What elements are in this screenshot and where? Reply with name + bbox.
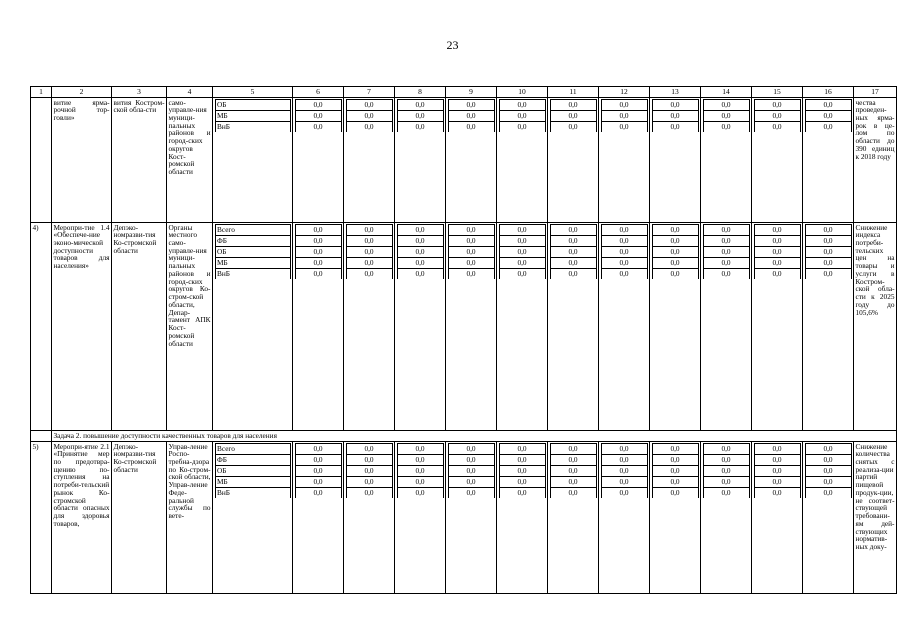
column-header: 16 [803,87,854,98]
funding-value: 0,0 [346,110,392,121]
funding-source: МБ [215,257,290,268]
funding-value: 0,0 [448,476,494,487]
funding-value: 0,0 [346,443,392,454]
funding-value: 0,0 [499,99,545,110]
funding-value: 0,0 [295,465,341,476]
value-column [395,442,446,594]
value-column [701,223,752,431]
funding-sources [213,98,293,223]
funding-value: 0,0 [295,268,341,279]
column-header: 8 [395,87,446,98]
value-column [395,98,446,223]
funding-value: 0,0 [601,246,647,257]
value-column [293,442,344,594]
funding-source: ОБ [215,99,290,110]
funding-value: 0,0 [397,110,443,121]
table-row [31,442,897,594]
value-column [803,98,854,223]
expected-result: Снижение количества снятых с реализа-ции партий пищевой продук-ции, не соответ-ствующей требовани-ям дей-ствующих норматив-ных доку- [854,442,897,594]
funding-value: 0,0 [703,268,749,279]
funding-value: 0,0 [703,257,749,268]
funding-source: ВнБ [215,121,290,132]
row-number: 4) [31,223,52,431]
funding-value: 0,0 [754,465,800,476]
column-header: 17 [854,87,897,98]
funding-value: 0,0 [754,224,800,235]
funding-value: 0,0 [754,121,800,132]
value-column [497,98,548,223]
value-column [293,223,344,431]
funding-source: ФБ [215,454,290,465]
column-header: 14 [701,87,752,98]
funding-value: 0,0 [448,110,494,121]
funding-value: 0,0 [703,443,749,454]
funding-value: 0,0 [601,224,647,235]
row-number: 5) [31,442,52,594]
funding-value: 0,0 [805,224,851,235]
funding-value: 0,0 [397,454,443,465]
funding-value: 0,0 [754,246,800,257]
funding-value: 0,0 [448,224,494,235]
funding-value: 0,0 [448,121,494,132]
value-column [701,98,752,223]
value-column [803,442,854,594]
funding-value: 0,0 [295,454,341,465]
value-column [548,98,599,223]
funding-value: 0,0 [601,443,647,454]
column-header: 12 [599,87,650,98]
funding-value: 0,0 [754,476,800,487]
funding-value: 0,0 [499,443,545,454]
funding-value: 0,0 [652,121,698,132]
funding-value: 0,0 [550,257,596,268]
funding-value: 0,0 [550,110,596,121]
value-column [548,223,599,431]
funding-value: 0,0 [805,110,851,121]
funding-value: 0,0 [601,487,647,498]
funding-value: 0,0 [754,235,800,246]
funding-value: 0,0 [601,99,647,110]
value-column [293,98,344,223]
event-name: Меропри-тие 1.4 «Обеспече-ние эконо-мической доступности товаров для населения» [52,223,112,431]
value-column [395,223,446,431]
value-column [650,223,701,431]
funding-value: 0,0 [448,465,494,476]
funding-value: 0,0 [805,443,851,454]
funding-value: 0,0 [448,235,494,246]
funding-value: 0,0 [703,246,749,257]
funding-value: 0,0 [499,224,545,235]
funding-value: 0,0 [346,121,392,132]
funding-value: 0,0 [652,443,698,454]
funding-value: 0,0 [601,268,647,279]
column-header: 4 [167,87,213,98]
column-header: 5 [213,87,293,98]
funding-value: 0,0 [550,454,596,465]
funding-value: 0,0 [397,465,443,476]
funding-value: 0,0 [652,454,698,465]
funding-value: 0,0 [805,268,851,279]
funding-value: 0,0 [448,268,494,279]
column-header: 9 [446,87,497,98]
funding-value: 0,0 [703,121,749,132]
value-column [497,442,548,594]
funding-value: 0,0 [550,121,596,132]
value-column [497,223,548,431]
funding-value: 0,0 [652,235,698,246]
funding-value: 0,0 [397,224,443,235]
funding-value: 0,0 [397,257,443,268]
value-column [344,223,395,431]
funding-value: 0,0 [346,246,392,257]
funding-value: 0,0 [805,246,851,257]
value-column [752,98,803,223]
funding-value: 0,0 [652,268,698,279]
funding-source: ОБ [215,246,290,257]
funding-value: 0,0 [601,235,647,246]
column-header: 2 [52,87,112,98]
funding-value: 0,0 [499,465,545,476]
value-column [752,442,803,594]
funding-value: 0,0 [499,110,545,121]
funding-value: 0,0 [346,476,392,487]
funding-value: 0,0 [448,246,494,257]
funding-value: 0,0 [346,268,392,279]
funding-value: 0,0 [601,110,647,121]
column-header: 6 [293,87,344,98]
funding-value: 0,0 [397,121,443,132]
funding-value: 0,0 [754,257,800,268]
funding-value: 0,0 [397,99,443,110]
task-row [31,431,897,442]
funding-value: 0,0 [499,257,545,268]
funding-value: 0,0 [448,443,494,454]
plan-table [30,86,897,594]
funding-value: 0,0 [703,487,749,498]
funding-source: ОБ [215,465,290,476]
funding-source: Всего [215,224,290,235]
funding-value: 0,0 [703,99,749,110]
funding-value: 0,0 [550,487,596,498]
funding-value: 0,0 [295,246,341,257]
funding-sources [213,223,293,431]
value-column [701,442,752,594]
funding-value: 0,0 [397,235,443,246]
funding-value: 0,0 [295,476,341,487]
value-column [599,223,650,431]
co-executors: Управ-ление Роспо-требна-дзора по Ко-стром-ской области, Управ-ление Феде-ральной службы по вете- [167,442,213,594]
funding-value: 0,0 [754,443,800,454]
funding-value: 0,0 [652,99,698,110]
funding-value: 0,0 [499,454,545,465]
funding-value: 0,0 [652,487,698,498]
co-executors: само-управле-ния муници-пальных районов и город-ских округов Кост-ромской области [167,98,213,223]
responsible-executor: вития Костром-ской обла-сти [112,98,167,223]
funding-value: 0,0 [652,465,698,476]
funding-value: 0,0 [805,454,851,465]
funding-sources [213,442,293,594]
value-column [344,442,395,594]
funding-value: 0,0 [550,235,596,246]
funding-value: 0,0 [754,268,800,279]
funding-value: 0,0 [295,235,341,246]
funding-value: 0,0 [346,224,392,235]
event-name: витие ярма-рочной тор-говли» [52,98,112,223]
funding-value: 0,0 [397,443,443,454]
expected-result: чества проведен-ных ярма-рок в це-лом по области до 390 единиц к 2018 году [854,98,897,223]
funding-value: 0,0 [754,487,800,498]
value-column [446,98,497,223]
funding-value: 0,0 [550,268,596,279]
funding-value: 0,0 [805,99,851,110]
page-number: 23 [446,38,459,52]
funding-value: 0,0 [805,487,851,498]
funding-value: 0,0 [703,235,749,246]
column-header: 3 [112,87,167,98]
value-column [803,223,854,431]
funding-value: 0,0 [703,224,749,235]
funding-value: 0,0 [295,443,341,454]
funding-value: 0,0 [295,121,341,132]
value-column [650,442,701,594]
funding-value: 0,0 [601,476,647,487]
funding-value: 0,0 [499,121,545,132]
value-column [548,442,599,594]
header-row [31,87,897,98]
funding-value: 0,0 [601,465,647,476]
funding-value: 0,0 [295,110,341,121]
funding-source: ВнБ [215,487,290,498]
funding-value: 0,0 [295,224,341,235]
column-header: 15 [752,87,803,98]
column-header: 11 [548,87,599,98]
funding-value: 0,0 [652,246,698,257]
co-executors: Органы местного само-управле-ния муници-пальных районов и город-ских округов Ко-стром-ской области, Депар-тамент АПК Кост-ромской области [167,223,213,431]
funding-value: 0,0 [601,257,647,268]
funding-value: 0,0 [550,465,596,476]
funding-value: 0,0 [550,476,596,487]
funding-value: 0,0 [346,99,392,110]
funding-value: 0,0 [652,476,698,487]
funding-value: 0,0 [295,257,341,268]
table-row [31,98,897,223]
funding-value: 0,0 [805,476,851,487]
funding-source: ВнБ [215,268,290,279]
funding-value: 0,0 [754,99,800,110]
funding-value: 0,0 [346,454,392,465]
funding-value: 0,0 [703,476,749,487]
funding-value: 0,0 [652,110,698,121]
column-header: 1 [31,87,52,98]
funding-value: 0,0 [805,465,851,476]
value-column [752,223,803,431]
funding-source: ФБ [215,235,290,246]
funding-value: 0,0 [499,487,545,498]
funding-value: 0,0 [295,487,341,498]
column-header: 13 [650,87,701,98]
task-heading: Задача 2. повышение доступности качественных товаров для населения [52,431,897,442]
funding-value: 0,0 [346,257,392,268]
funding-value: 0,0 [346,487,392,498]
funding-value: 0,0 [397,268,443,279]
funding-value: 0,0 [754,110,800,121]
funding-value: 0,0 [550,443,596,454]
value-column [599,98,650,223]
expected-result: Снижение индекса потреби-тельских цен на товары и услуги в Костром-ской обла-сти к 2025 году до 105,6% [854,223,897,431]
funding-value: 0,0 [499,476,545,487]
funding-source: МБ [215,110,290,121]
funding-source: МБ [215,476,290,487]
funding-value: 0,0 [448,257,494,268]
table-row [31,223,897,431]
funding-value: 0,0 [397,487,443,498]
responsible-executor: Депэко-номразви-тия Ко-стромской области [112,223,167,431]
event-name: Меропри-ятие 2.1 «Принятие мер по предотвра-щению по-ступления на потреби-тельский рынок Ко-стромской области опасных для здоровья товаров, [52,442,112,594]
funding-value: 0,0 [397,476,443,487]
funding-value: 0,0 [346,465,392,476]
funding-value: 0,0 [346,235,392,246]
funding-value: 0,0 [397,246,443,257]
funding-value: 0,0 [652,257,698,268]
funding-value: 0,0 [703,465,749,476]
funding-value: 0,0 [550,224,596,235]
value-column [446,223,497,431]
funding-value: 0,0 [805,257,851,268]
column-header: 7 [344,87,395,98]
value-column [446,442,497,594]
funding-value: 0,0 [499,246,545,257]
funding-value: 0,0 [601,121,647,132]
responsible-executor: Депэко-номразви-тия Ко-стромской области [112,442,167,594]
funding-value: 0,0 [652,224,698,235]
funding-source: Всего [215,443,290,454]
funding-value: 0,0 [805,235,851,246]
funding-value: 0,0 [550,246,596,257]
value-column [344,98,395,223]
funding-value: 0,0 [448,454,494,465]
funding-value: 0,0 [805,121,851,132]
funding-value: 0,0 [703,110,749,121]
value-column [650,98,701,223]
funding-value: 0,0 [499,235,545,246]
funding-value: 0,0 [295,99,341,110]
funding-value: 0,0 [550,99,596,110]
funding-value: 0,0 [703,454,749,465]
funding-value: 0,0 [499,268,545,279]
funding-value: 0,0 [448,487,494,498]
column-header: 10 [497,87,548,98]
funding-value: 0,0 [754,454,800,465]
row-number [31,98,52,223]
funding-value: 0,0 [601,454,647,465]
value-column [599,442,650,594]
funding-value: 0,0 [448,99,494,110]
